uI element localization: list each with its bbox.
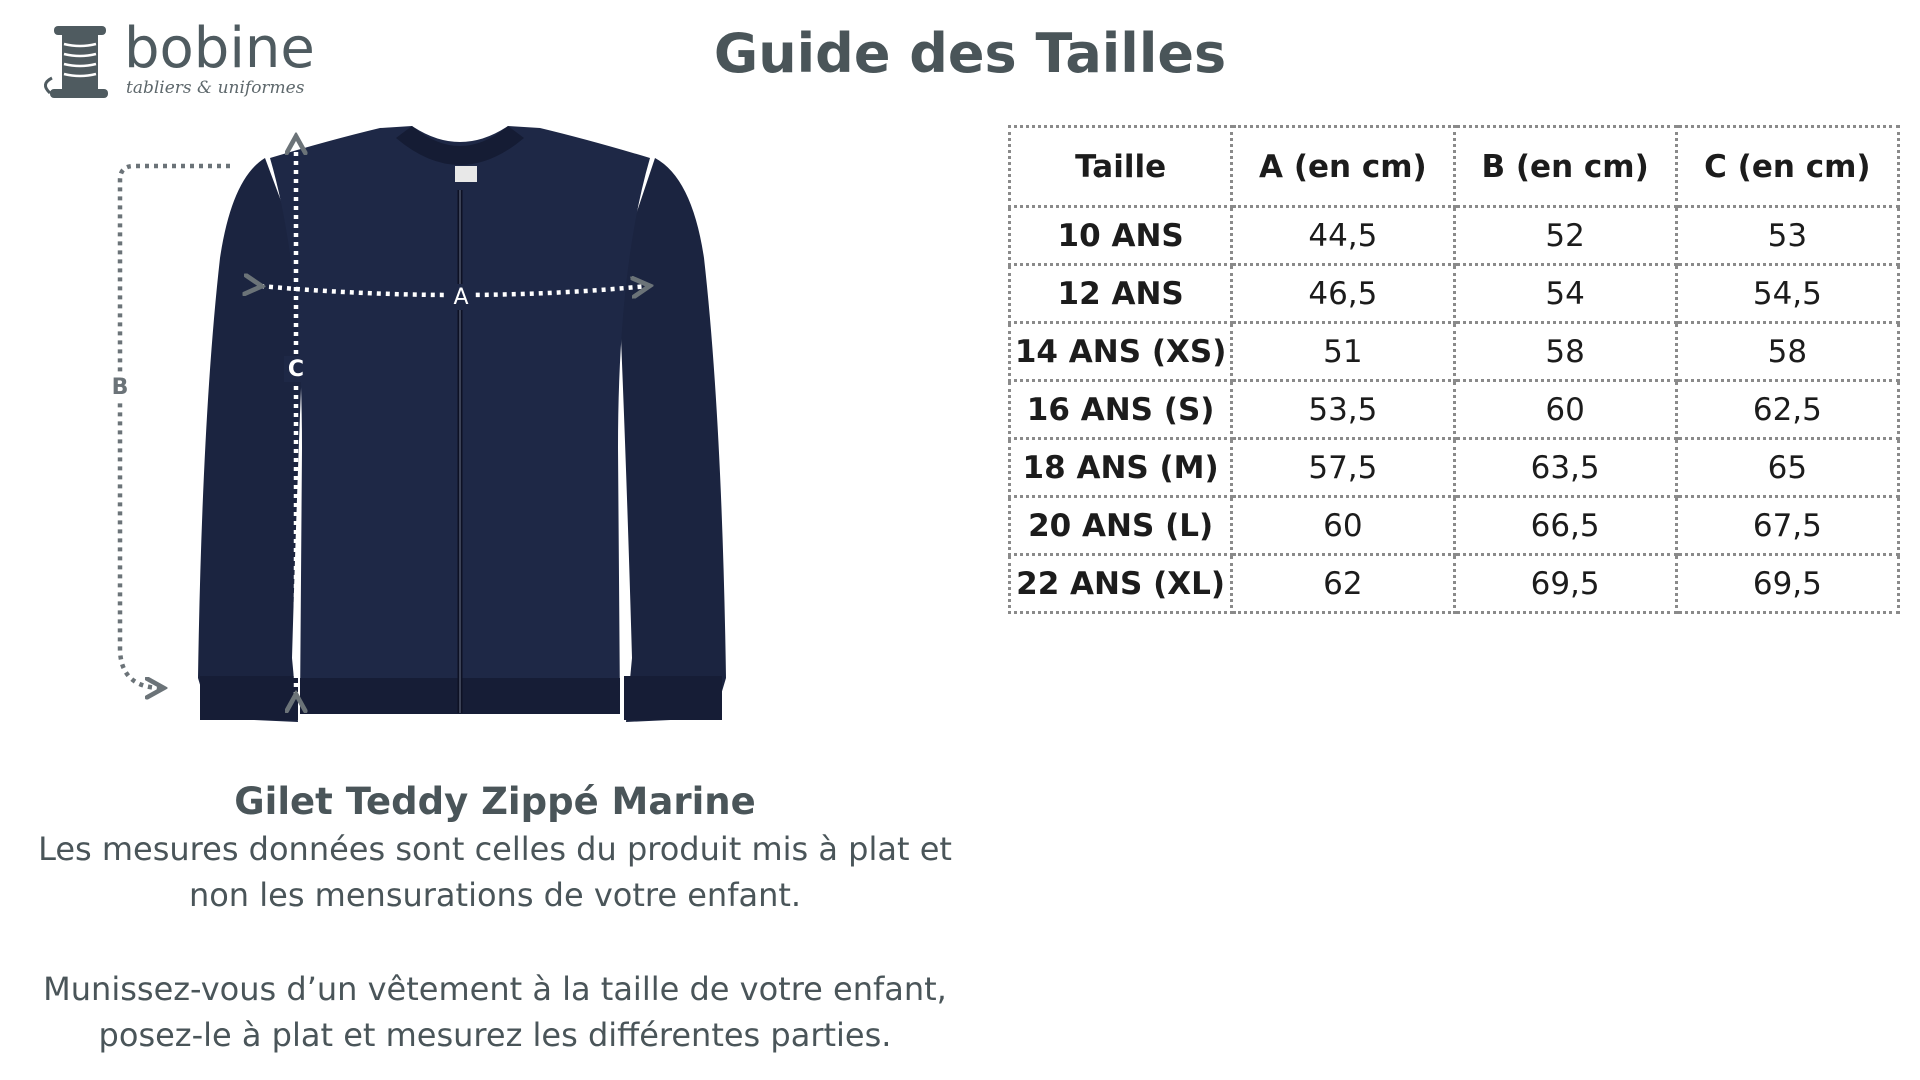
value-b: 52: [1454, 207, 1676, 265]
header-b: B (en cm): [1454, 127, 1676, 207]
measure-c-label: C: [287, 357, 305, 382]
value-c: 69,5: [1676, 555, 1898, 613]
brand-name: bobine: [124, 16, 315, 81]
value-a: 44,5: [1232, 207, 1454, 265]
measure-b-label: B: [111, 375, 129, 400]
size-cell: 22 ANS (XL): [1010, 555, 1232, 613]
value-b: 58: [1454, 323, 1676, 381]
brand-tagline: tabliers & uniformes: [126, 78, 305, 98]
product-name: Gilet Teddy Zippé Marine: [234, 780, 756, 823]
size-cell: 12 ANS: [1010, 265, 1232, 323]
size-cell: 10 ANS: [1010, 207, 1232, 265]
value-a: 60: [1232, 497, 1454, 555]
jacket-illustration: [198, 126, 726, 722]
spool-icon: [46, 24, 112, 100]
header-a: A (en cm): [1232, 127, 1454, 207]
value-c: 67,5: [1676, 497, 1898, 555]
size-cell: 20 ANS (L): [1010, 497, 1232, 555]
value-b: 69,5: [1454, 555, 1676, 613]
table-row: [1010, 555, 1899, 613]
value-c: 62,5: [1676, 381, 1898, 439]
size-table: [1008, 125, 1900, 614]
header-c: C (en cm): [1676, 127, 1898, 207]
table-row: [1010, 497, 1899, 555]
measure-a-label: A: [453, 285, 469, 310]
value-b: 63,5: [1454, 439, 1676, 497]
size-cell: 14 ANS (XS): [1010, 323, 1232, 381]
value-c: 58: [1676, 323, 1898, 381]
value-c: 54,5: [1676, 265, 1898, 323]
size-table-header: [1010, 127, 1899, 207]
value-a: 57,5: [1232, 439, 1454, 497]
value-c: 53: [1676, 207, 1898, 265]
value-b: 54: [1454, 265, 1676, 323]
value-b: 60: [1454, 381, 1676, 439]
brand-logo: [46, 16, 315, 104]
table-row: [1010, 381, 1899, 439]
value-c: 65: [1676, 439, 1898, 497]
table-row: [1010, 265, 1899, 323]
value-a: 53,5: [1232, 381, 1454, 439]
table-row: [1010, 439, 1899, 497]
measure-note: Les mesures données sont celles du produit mis à plat et non les mensurations de votre enfant.: [38, 830, 952, 914]
table-row: [1010, 323, 1899, 381]
size-cell: 18 ANS (M): [1010, 439, 1232, 497]
header-size: Taille: [1010, 127, 1232, 207]
value-b: 66,5: [1454, 497, 1676, 555]
page-title: Guide des Tailles: [713, 22, 1227, 85]
table-row: [1010, 207, 1899, 265]
measure-instructions: Munissez-vous d’un vêtement à la taille de votre enfant, posez-le à plat et mesurez les différentes parties.: [43, 970, 947, 1054]
size-cell: 16 ANS (S): [1010, 381, 1232, 439]
value-a: 46,5: [1232, 265, 1454, 323]
value-a: 62: [1232, 555, 1454, 613]
garment-figure: [111, 118, 800, 738]
value-a: 51: [1232, 323, 1454, 381]
